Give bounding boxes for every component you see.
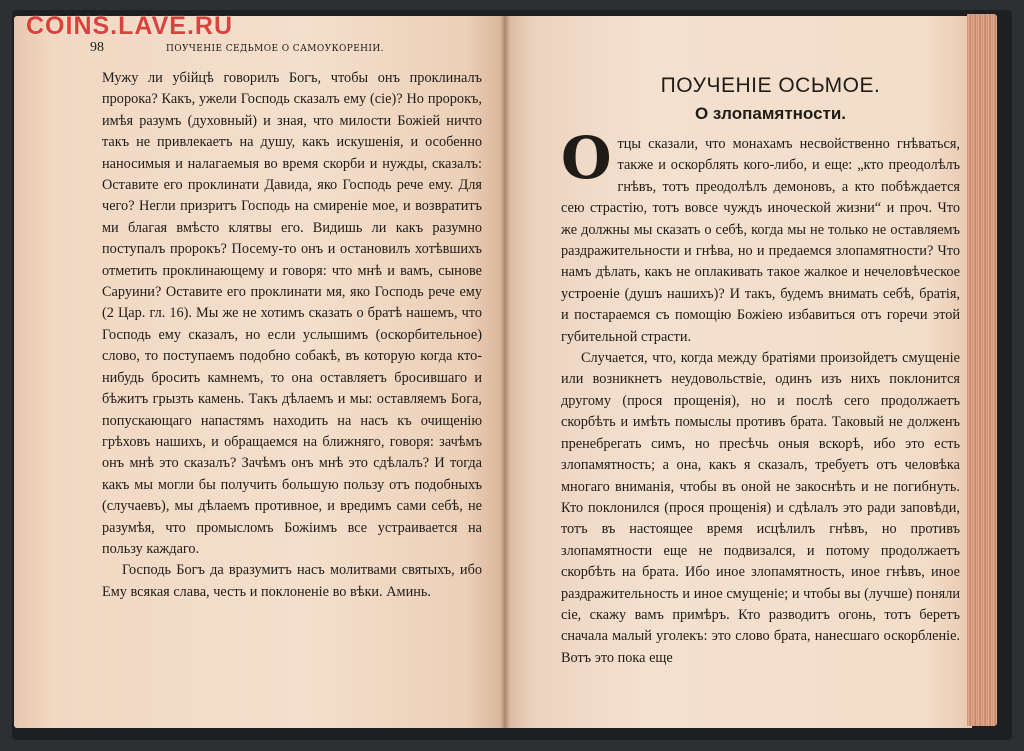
paragraph-text: тцы сказали, что монахамъ несвойственно гнѣваться, также и оскорблять кого-либо, и еще: „кто преодолѣлъ гнѣвъ, тотъ преодолѣлъ демоновъ, а кто побѣждается сею страстію, тотъ вовсе чуждъ иноческой жизни“ и проч. Что же должны мы сказать о себѣ, когда мы не только не оставляемъ раздражительности и гнѣва, но и предаемся злопамятности? Что намъ дѣлать, какъ не оплакивать такое жалкое и нечеловѣческое устроеніе (душъ нашихъ)? И такъ, будемъ внимать себѣ, братія, и постараемся съ помощію Божіею избавиться отъ горечи этой губительной страсти. <box>561 136 960 345</box>
watermark: COINS.LAVE.RU <box>26 12 233 40</box>
chapter-title: ПОУЧЕНІЕ ОСЬМОЕ. <box>660 74 881 97</box>
page-number: 98 <box>90 40 104 55</box>
running-head-title: ПОУЧЕНІЕ СЕДЬМОЕ О САМОУКОРЕНІИ. <box>166 44 384 54</box>
paragraph: Мужу ли убійцѣ говорилъ Богъ, чтобы онъ проклиналъ пророка? Какъ, ужели Господь сказалъ ему (сіе)? Но пророкъ, имѣя разумъ (духовный) и зная, что милости Божіей ничто такъ не привлекаетъ на душу, какъ искушенія, и особенно наносимыя и налагаемыя во время скорби и нужды, сказалъ: Оставите его проклинати Давида, яко Господь рече ему. Для чего? Негли призритъ Господь на смиреніе мое, и возвратитъ ми благая вмѣсто клятвы его. Видишь ли какъ разумно поступалъ пророкъ? Посему-то онъ и остановилъ хотѣвшихъ отметить проклинающему и говоря: что мнѣ и вамъ, сынове Саруини? Оставите его проклинати мя, яко Господь рече ему (2 Цар. гл. 16). Мы же не хотимъ сказать о братѣ нашемъ, что Господь ему сказалъ, но если услышимъ (оскорбительное) слово, то поступаемъ подобно собакѣ, въ которую когда кто-нибудь бросить камнемъ, то она оставляетъ бросившаго и бѣжитъ грызть камень. Такъ дѣлаемъ и мы: оставляемъ Бога, попускающаго напастямъ находить на насъ къ очищенію грѣховъ нашихъ, и обращаемся на ближняго, говоря: зачѣмъ онъ мнѣ это сказалъ? Зачѣмъ онъ мнѣ это сдѣлалъ? И тогда какъ мы могли бы получить большую пользу отъ подобныхъ (случаевъ), мы дѣлаемъ противное, и вредимъ сами себѣ, не разумѣя, что промысломъ Божіимъ все устраивается на пользу каждаго. <box>102 70 482 557</box>
running-head <box>90 40 470 56</box>
right-page <box>504 16 972 728</box>
open-book <box>12 10 1012 740</box>
paragraph: Господь Богъ да вразумитъ насъ молитвами святыхъ, ибо Ему всякая слава, честь и поклоненіе во вѣки. Аминь. <box>102 562 482 600</box>
paragraph: Случается, что, когда между братіями произойдетъ смущеніе или возникнетъ неудовольствіе, одинъ изъ нихъ поклонится другому (прося прощенія), но и послѣ сего продолжаетъ скорбѣть и имѣть помыслы противъ брата. Таковый не долженъ пренебрегать симъ, но пресѣчь оныя вскорѣ, ибо это есть злопамятность; а она, какъ я сказалъ, требуетъ отъ человѣка многаго вниманія, чтобы въ оной не закоснѣть и не погибнуть. Кто поклонился (прося прощенія) и сдѣлалъ это ради заповѣди, тотъ въ настоящее время исцѣлилъ гнѣвъ, но противъ злопамятности еще не подвизался, и потому продолжаетъ скорбѣть на брата. Ибо иное злопамятность, иное гнѣвъ, иное раздражительность и иное смущеніе; и чтобы вы (лучше) поняли сіе, скажу вамъ примѣръ. Кто разводитъ огонь, тотъ беретъ сначала малый уголекъ: это слово брата, нанесшаго оскорбленіе. Вотъ это пока еще <box>561 350 960 666</box>
left-page <box>14 16 504 728</box>
drop-cap: О <box>561 124 612 192</box>
page-edges <box>967 14 997 726</box>
paragraph <box>561 124 960 348</box>
chapter-subtitle: О злопамятности. <box>694 104 847 123</box>
book-gutter <box>500 16 510 728</box>
right-page-text <box>561 124 960 669</box>
left-page-text <box>102 68 482 603</box>
